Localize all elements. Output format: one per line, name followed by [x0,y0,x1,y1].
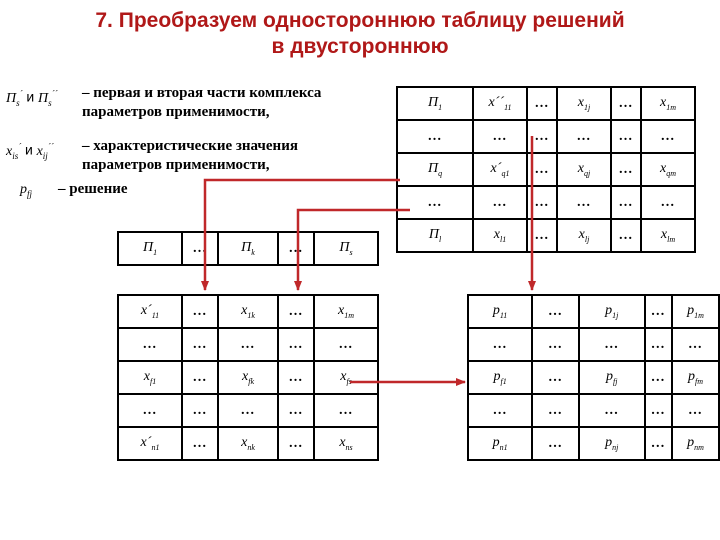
cell-main: … [548,369,563,385]
cell-main: … [492,402,508,418]
cell-subscript: 1j [612,310,619,320]
legend-symbol-x1: $x_{is}^´$ [6,141,22,161]
cell-main: x´ [140,303,152,319]
cell-main: … [534,128,550,144]
legend-conj-2: и [24,141,33,158]
cell-subscript: 1m [344,310,354,320]
cell-main: x [242,369,249,385]
cell-subscript: qj [583,168,591,178]
cell-subscript: n1 [499,442,508,452]
cell-main: … [192,435,208,451]
cell-main: … [288,402,304,418]
cell-main: … [650,303,666,319]
cell-main: x´ [140,435,152,451]
cell-main: … [618,128,634,144]
cell-subscript: fm [695,376,703,386]
cell-main: … [576,194,592,210]
cell-main: … [240,402,256,418]
legend-symbol-x2: $x_{ij}^{´´}$ [36,141,54,161]
cell-main: … [604,336,620,352]
cell-main: x [241,435,248,451]
cell-main: … [688,336,703,352]
cell-subscript: n1 [151,442,160,452]
cell-main: … [618,227,634,243]
cell-main: … [548,402,563,418]
cell-main: … [618,161,634,177]
cell-main: p [688,369,695,385]
cell-main: … [534,194,550,210]
cell-main: x [338,303,345,319]
legend-text-2a: – характеристические значения [82,138,298,154]
cell-main: … [650,435,666,451]
cell-main: … [288,336,304,352]
cell-main: … [338,336,354,352]
cell-main: … [660,194,676,210]
cell-subscript: f1 [500,376,507,386]
cell-main: … [288,303,304,319]
cell-main: … [492,336,508,352]
cell-subscript: nm [694,442,704,452]
cell-main: … [650,369,666,385]
cell-main: … [192,336,208,352]
cell-main: p [605,303,613,319]
cell-subscript: lm [667,234,676,244]
cell-main: … [142,336,158,352]
cell-main: … [142,402,158,418]
cell-subscript: fs [346,376,352,386]
cell-main: … [288,240,304,256]
cell-main: p [492,435,500,451]
cell-main: p [687,435,695,451]
cell-main: x [340,369,347,385]
cell-main: … [534,227,550,243]
cell-subscript: 1j [583,102,591,112]
cell-main: … [618,194,634,210]
arrow-row-to-header [205,180,400,290]
cell-main: … [660,128,676,144]
cell-main: … [548,303,563,319]
cell-subscript: q1 [501,168,510,178]
cell-main: … [618,95,634,111]
cell-main: … [192,369,208,385]
cell-main: … [548,336,563,352]
cell-main: p [605,369,613,385]
cell-main: x [578,227,585,243]
cell-main: … [288,435,304,451]
cell-subscript: 1k [247,310,255,320]
cell-main: П [427,95,439,111]
legend-symbol-p1: $П_s^´$ [6,88,23,108]
cell-main: x [660,227,668,243]
title-line-1: 7. Преобразуем одностороннюю таблицу решений [95,9,625,32]
cell-subscript: nj [612,442,619,452]
cell-subscript: qm [666,168,676,178]
legend-symbol-p2: $П_s^{´´}$ [37,88,58,108]
arrow-col-to-header [298,210,410,290]
cell-subscript: lj [584,234,590,244]
cell-subscript: l [438,234,442,244]
cell-main: … [192,303,208,319]
cell-main: x´ [490,161,502,177]
cell-subscript: nk [247,442,255,452]
cell-main: … [240,336,256,352]
legend-text-1a: – первая и вторая части комплекса [82,85,322,101]
cell-main: … [604,402,620,418]
cell-subscript: fk [248,376,254,386]
cell-subscript: 1m [694,310,704,320]
cell-subscript: f1 [149,376,157,386]
cell-subscript: fj [612,376,618,386]
cell-main: p [492,303,500,319]
title-line-2: в двустороннюю [271,35,449,58]
cell-main: x [577,161,584,177]
cell-main: … [192,240,208,256]
legend-text-3: – решение [58,181,128,197]
cell-main: x [660,95,667,111]
cell-main: x´´ [488,95,505,111]
legend-symbol-p: $p_{fj}$ [20,182,33,199]
cell-main: … [650,402,666,418]
cell-main: … [688,402,703,418]
legend-conj-1: и [26,88,35,105]
cell-main: … [650,336,666,352]
cell-main: x [577,95,584,111]
cell-subscript: ns [345,442,353,452]
cell-main: p [605,435,613,451]
cell-main: П [427,161,439,177]
cell-subscript: s [349,247,353,257]
cell-main: p [493,369,501,385]
cell-subscript: 1m [666,102,676,112]
cell-main: … [288,369,304,385]
cell-main: П [339,240,350,256]
cell-subscript: 11 [151,310,160,320]
cell-main: x [241,303,248,319]
cell-main: … [576,128,592,144]
cell-main: x [143,369,150,385]
cell-main: П [142,240,154,256]
cell-main: … [492,194,508,210]
cell-main: x [493,227,500,243]
cell-subscript: l1 [499,234,507,244]
cell-main: … [548,435,563,451]
cell-subscript: q [438,168,443,178]
legend-text-1b: параметров применимости, [82,104,270,120]
cell-main: … [338,402,354,418]
cell-main: … [192,402,208,418]
cell-main: … [534,95,550,111]
cell-subscript: 1 [438,102,443,112]
cell-subscript: 11 [504,102,512,112]
cell-main: … [534,161,550,177]
cell-main: … [427,128,443,144]
cell-main: p [687,303,695,319]
cell-subscript: k [251,247,255,257]
cell-main: П [428,227,439,243]
legend-text-2b: параметров применимости, [82,157,270,173]
cell-main: … [492,128,508,144]
cell-main: П [241,240,252,256]
cell-main: x [660,161,667,177]
cell-main: x [339,435,346,451]
cell-main: … [427,194,443,210]
cell-subscript: 11 [499,310,508,320]
cell-subscript: 1 [153,247,158,257]
